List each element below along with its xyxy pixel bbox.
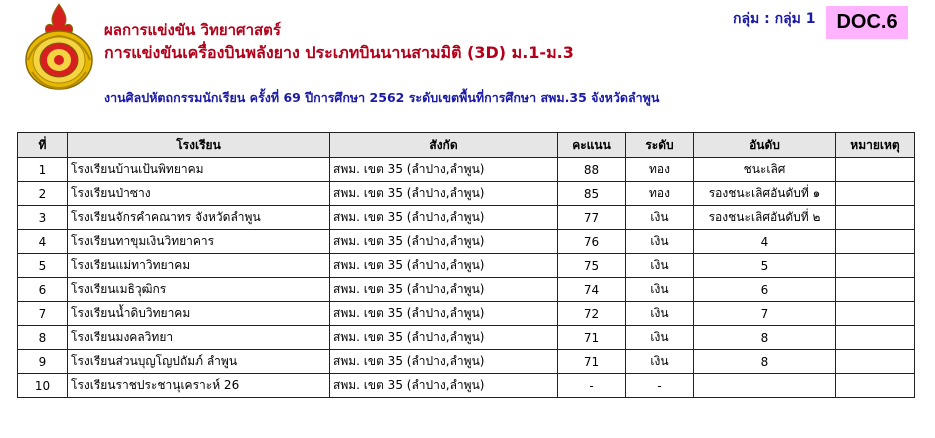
cell-rank: 7 <box>694 302 836 326</box>
cell-school: โรงเรียนส่วนบุญโญปถัมภ์ ลำพูน <box>68 350 330 374</box>
group-label: กลุ่ม : กลุ่ม 1 <box>733 11 816 27</box>
cell-affiliation: สพม. เขต 35 (ลำปาง,ลำพูน) <box>330 302 558 326</box>
table-row <box>18 230 915 254</box>
table-row <box>18 302 915 326</box>
cell-rank: 8 <box>694 350 836 374</box>
cell-note <box>836 230 915 254</box>
cell-school: โรงเรียนบ้านเป้นพิทยาคม <box>68 158 330 182</box>
competition-title: การแข่งขันเครื่องบินพลังยาง ประเภทบินนานสามมิติ (3D) ม.1-ม.3 <box>104 43 574 62</box>
table-row <box>18 278 915 302</box>
cell-no: 5 <box>18 254 68 278</box>
cell-no: 2 <box>18 182 68 206</box>
cell-note <box>836 278 915 302</box>
table-header-row <box>18 133 915 158</box>
table-row <box>18 206 915 230</box>
cell-score: 88 <box>558 158 626 182</box>
cell-school: โรงเรียนป่าซาง <box>68 182 330 206</box>
cell-no: 1 <box>18 158 68 182</box>
cell-affiliation: สพม. เขต 35 (ลำปาง,ลำพูน) <box>330 374 558 398</box>
cell-no: 3 <box>18 206 68 230</box>
cell-score: 76 <box>558 230 626 254</box>
cell-rank: 4 <box>694 230 836 254</box>
cell-no: 6 <box>18 278 68 302</box>
cell-level: เงิน <box>626 302 694 326</box>
cell-rank: 5 <box>694 254 836 278</box>
cell-school: โรงเรียนทาขุมเงินวิทยาคาร <box>68 230 330 254</box>
cell-no: 4 <box>18 230 68 254</box>
cell-no: 7 <box>18 302 68 326</box>
cell-school: โรงเรียนเมธิวุฒิกร <box>68 278 330 302</box>
cell-level: - <box>626 374 694 398</box>
cell-school: โรงเรียนจักรคำคณาทร จังหวัดลำพูน <box>68 206 330 230</box>
cell-level: เงิน <box>626 230 694 254</box>
cell-affiliation: สพม. เขต 35 (ลำปาง,ลำพูน) <box>330 326 558 350</box>
cell-school: โรงเรียนมงคลวิทยา <box>68 326 330 350</box>
cell-affiliation: สพม. เขต 35 (ลำปาง,ลำพูน) <box>330 254 558 278</box>
cell-level: เงิน <box>626 350 694 374</box>
col-header-no: ที่ <box>18 133 68 158</box>
cell-rank: ชนะเลิศ <box>694 158 836 182</box>
cell-score: 85 <box>558 182 626 206</box>
cell-level: เงิน <box>626 278 694 302</box>
cell-note <box>836 206 915 230</box>
cell-note <box>836 182 915 206</box>
cell-school: โรงเรียนน้ำดิบวิทยาคม <box>68 302 330 326</box>
col-header-rank: อันดับ <box>694 133 836 158</box>
cell-level: ทอง <box>626 182 694 206</box>
cell-affiliation: สพม. เขต 35 (ลำปาง,ลำพูน) <box>330 158 558 182</box>
cell-score: 72 <box>558 302 626 326</box>
col-header-note: หมายเหตุ <box>836 133 915 158</box>
table-row <box>18 182 915 206</box>
cell-no: 8 <box>18 326 68 350</box>
cell-note <box>836 350 915 374</box>
col-header-score: คะแนน <box>558 133 626 158</box>
cell-affiliation: สพม. เขต 35 (ลำปาง,ลำพูน) <box>330 182 558 206</box>
cell-affiliation: สพม. เขต 35 (ลำปาง,ลำพูน) <box>330 230 558 254</box>
col-header-school: โรงเรียน <box>68 133 330 158</box>
cell-affiliation: สพม. เขต 35 (ลำปาง,ลำพูน) <box>330 350 558 374</box>
event-subtitle: งานศิลปหัตถกรรมนักเรียน ครั้งที่ 69 ปีการศึกษา 2562 ระดับเขตพื้นที่การศึกษา สพม.35 จังหวัดลำพูน <box>104 90 660 105</box>
cell-score: - <box>558 374 626 398</box>
cell-note <box>836 326 915 350</box>
cell-rank: รองชนะเลิศอันดับที่ ๑ <box>694 182 836 206</box>
cell-level: เงิน <box>626 206 694 230</box>
table-row <box>18 158 915 182</box>
cell-note <box>836 254 915 278</box>
cell-score: 77 <box>558 206 626 230</box>
cell-score: 75 <box>558 254 626 278</box>
cell-rank: 6 <box>694 278 836 302</box>
cell-affiliation: สพม. เขต 35 (ลำปาง,ลำพูน) <box>330 278 558 302</box>
cell-rank <box>694 374 836 398</box>
col-header-affiliation: สังกัด <box>330 133 558 158</box>
table-row <box>18 350 915 374</box>
cell-level: เงิน <box>626 254 694 278</box>
cell-affiliation: สพม. เขต 35 (ลำปาง,ลำพูน) <box>330 206 558 230</box>
cell-no: 9 <box>18 350 68 374</box>
results-table <box>17 132 915 398</box>
col-header-level: ระดับ <box>626 133 694 158</box>
cell-score: 71 <box>558 350 626 374</box>
cell-level: ทอง <box>626 158 694 182</box>
cell-score: 71 <box>558 326 626 350</box>
cell-score: 74 <box>558 278 626 302</box>
cell-rank: รองชนะเลิศอันดับที่ ๒ <box>694 206 836 230</box>
table-row <box>18 254 915 278</box>
cell-note <box>836 158 915 182</box>
doc-badge: DOC.6 <box>826 6 908 39</box>
school-emblem-icon <box>22 2 96 92</box>
cell-rank: 8 <box>694 326 836 350</box>
cell-school: โรงเรียนราชประชานุเคราะห์ 26 <box>68 374 330 398</box>
table-row <box>18 326 915 350</box>
table-row <box>18 374 915 398</box>
cell-note <box>836 374 915 398</box>
cell-level: เงิน <box>626 326 694 350</box>
page-title: ผลการแข่งขัน วิทยาศาสตร์ <box>104 21 281 39</box>
cell-note <box>836 302 915 326</box>
cell-school: โรงเรียนแม่ทาวิทยาคม <box>68 254 330 278</box>
cell-no: 10 <box>18 374 68 398</box>
